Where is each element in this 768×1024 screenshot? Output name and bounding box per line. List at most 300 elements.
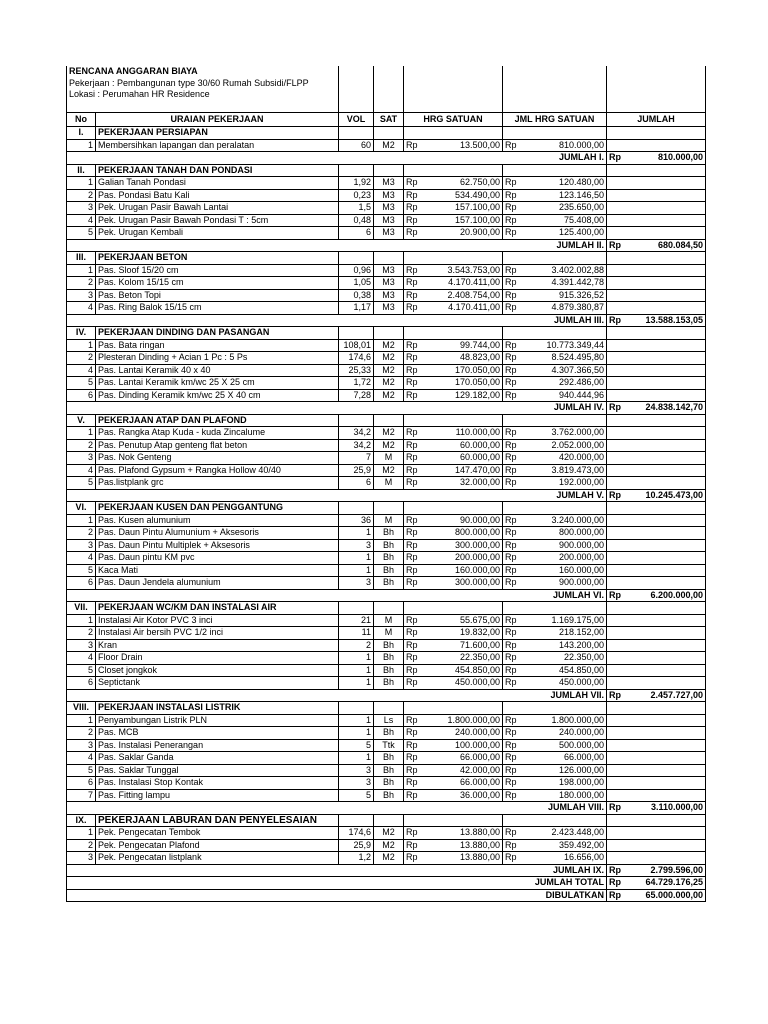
item-volume: 0,23: [339, 189, 374, 202]
item-volume: 1: [339, 552, 374, 565]
amount-value: 71.600,00: [459, 639, 500, 650]
currency-label: Rp: [505, 614, 517, 625]
item-description: Pas. Saklar Ganda: [96, 752, 339, 765]
empty-cell: [404, 252, 503, 265]
empty-cell: [404, 702, 503, 715]
subtotal-row: [67, 489, 706, 502]
item-unit: M2: [374, 827, 404, 840]
currency-label: Rp: [505, 464, 517, 475]
item-volume: 3: [339, 577, 374, 590]
item-unit: Bh: [374, 664, 404, 677]
item-total-price: [503, 452, 607, 465]
empty-cell: [607, 839, 706, 852]
subtotal-value: [607, 589, 706, 602]
item-volume: 108,01: [339, 339, 374, 352]
item-unit: M2: [374, 139, 404, 152]
item-volume: 1: [339, 564, 374, 577]
item-number: 2: [67, 839, 96, 852]
empty-cell: [607, 664, 706, 677]
item-total-price: [503, 352, 607, 365]
item-volume: 5: [339, 739, 374, 752]
empty-cell: [503, 327, 607, 340]
currency-label: Rp: [505, 639, 517, 650]
empty-cell: [607, 714, 706, 727]
empty-cell: [607, 477, 706, 490]
item-number: 7: [67, 789, 96, 802]
item-number: 2: [67, 352, 96, 365]
amount-value: 20.900,00: [459, 227, 500, 238]
item-unit-price: [404, 202, 503, 215]
col-header-uraian: URAIAN PEKERJAAN: [96, 113, 339, 127]
item-unit-price: [404, 752, 503, 765]
amount-value: 454.850,00: [454, 664, 500, 675]
item-number: 1: [67, 139, 96, 152]
table-row: [67, 277, 706, 290]
empty-cell: [607, 702, 706, 715]
empty-cell: [374, 127, 404, 140]
item-unit-price: [404, 264, 503, 277]
subtotal-label: JUMLAH IX.: [67, 864, 607, 877]
item-description: Membersihkan lapangan dan peralatan: [96, 139, 339, 152]
currency-label: Rp: [609, 314, 621, 325]
amount-value: 180.000,00: [558, 789, 604, 800]
amount-value: 192.000,00: [558, 477, 604, 488]
amount-value: 66.000,00: [563, 752, 604, 763]
item-unit: Bh: [374, 764, 404, 777]
subtotal-value: [607, 489, 706, 502]
section-title: PEKERJAAN PERSIAPAN: [96, 127, 339, 140]
amount-value: 123.146,50: [558, 189, 604, 200]
section-title: PEKERJAAN LABURAN DAN PENYELESAIAN: [96, 814, 339, 827]
empty-cell: [607, 539, 706, 552]
item-unit-price: [404, 839, 503, 852]
item-total-price: [503, 377, 607, 390]
empty-cell: [607, 752, 706, 765]
empty-cell: [607, 527, 706, 540]
currency-label: Rp: [505, 352, 517, 363]
item-number: 4: [67, 364, 96, 377]
amount-value: 420.000,00: [558, 452, 604, 463]
amount-value: 13.880,00: [459, 827, 500, 838]
item-unit-price: [404, 364, 503, 377]
table-row: [67, 677, 706, 690]
empty-cell: [503, 814, 607, 827]
currency-label: Rp: [505, 539, 517, 550]
table-row: [67, 264, 706, 277]
amount-value: 22.350,00: [563, 652, 604, 663]
currency-label: Rp: [505, 177, 517, 188]
item-unit-price: [404, 739, 503, 752]
amount-value: 60.000,00: [459, 439, 500, 450]
amount-value: 160.000,00: [454, 564, 500, 575]
item-unit-price: [404, 764, 503, 777]
item-unit-price: [404, 664, 503, 677]
section-header-row: [67, 702, 706, 715]
table-row: [67, 464, 706, 477]
item-unit-price: [404, 352, 503, 365]
amount-value: 3.110.000,00: [650, 802, 703, 813]
currency-label: Rp: [406, 177, 418, 188]
amount-value: 3.543.753,00: [447, 264, 500, 275]
col-header-jml-hrg-satuan: JML HRG SATUAN: [503, 113, 607, 127]
empty-cell: [607, 427, 706, 440]
amount-value: 19.832,00: [459, 627, 500, 638]
item-unit-price: [404, 789, 503, 802]
item-unit: M3: [374, 227, 404, 240]
item-number: 3: [67, 739, 96, 752]
amount-value: 235.650,00: [558, 202, 604, 213]
amount-value: 1.800.000,00: [447, 714, 500, 725]
item-volume: 0,96: [339, 264, 374, 277]
currency-label: Rp: [406, 377, 418, 388]
empty-cell: [607, 277, 706, 290]
amount-value: 75.408,00: [563, 214, 604, 225]
empty-cell: [607, 227, 706, 240]
amount-value: 90.000,00: [459, 514, 500, 525]
empty-cell: [607, 352, 706, 365]
table-row: [67, 627, 706, 640]
currency-label: Rp: [406, 427, 418, 438]
subtotal-label: JUMLAH III.: [67, 314, 607, 327]
table-row: [67, 439, 706, 452]
pekerjaan-row: [67, 78, 706, 90]
currency-label: Rp: [406, 302, 418, 313]
currency-label: Rp: [406, 839, 418, 850]
currency-label: Rp: [609, 802, 621, 813]
empty-cell: [404, 602, 503, 615]
item-description: Pas. Daun Jendela alumunium: [96, 577, 339, 590]
item-number: 4: [67, 552, 96, 565]
item-volume: 1,92: [339, 177, 374, 190]
currency-label: Rp: [609, 689, 621, 700]
table-row: [67, 839, 706, 852]
subtotal-value: [607, 314, 706, 327]
item-description: Kaca Mati: [96, 564, 339, 577]
section-header-row: [67, 327, 706, 340]
item-unit-price: [404, 289, 503, 302]
empty-cell: [503, 702, 607, 715]
item-volume: 1: [339, 727, 374, 740]
amount-value: 300.000,00: [454, 577, 500, 588]
item-unit-price: [404, 477, 503, 490]
item-number: 6: [67, 389, 96, 402]
item-description: Pas. Lantai Keramik km/wc 25 X 25 cm: [96, 377, 339, 390]
empty-cell: [339, 164, 374, 177]
section-title: PEKERJAAN KUSEN DAN PENGGANTUNG: [96, 502, 339, 515]
item-unit-price: [404, 827, 503, 840]
table-row: [67, 789, 706, 802]
empty-cell: [503, 414, 607, 427]
amount-value: 4.170.411,00: [448, 302, 500, 313]
item-number: 4: [67, 214, 96, 227]
currency-label: Rp: [505, 139, 517, 150]
item-total-price: [503, 652, 607, 665]
empty-cell: [607, 452, 706, 465]
currency-label: Rp: [406, 789, 418, 800]
item-unit: Ttk: [374, 739, 404, 752]
currency-label: Rp: [505, 852, 517, 863]
currency-label: Rp: [505, 302, 517, 313]
empty-cell: [374, 164, 404, 177]
currency-label: Rp: [406, 139, 418, 150]
item-volume: 36: [339, 514, 374, 527]
empty-cell: [607, 727, 706, 740]
currency-label: Rp: [505, 827, 517, 838]
currency-label: Rp: [406, 227, 418, 238]
item-unit: M: [374, 514, 404, 527]
amount-value: 4.170.411,00: [448, 277, 500, 288]
item-volume: 11: [339, 627, 374, 640]
table-row: [67, 377, 706, 390]
item-description: Pek. Pengecatan Plafond: [96, 839, 339, 852]
currency-label: Rp: [505, 364, 517, 375]
item-volume: 34,2: [339, 439, 374, 452]
currency-label: Rp: [609, 877, 621, 888]
section-title: PEKERJAAN BETON: [96, 252, 339, 265]
item-unit: M: [374, 452, 404, 465]
item-unit-price: [404, 577, 503, 590]
item-unit: Bh: [374, 777, 404, 790]
item-unit-price: [404, 627, 503, 640]
item-description: Instalasi Air Kotor PVC 3 inci: [96, 614, 339, 627]
amount-value: 240.000,00: [454, 727, 500, 738]
item-number: 6: [67, 677, 96, 690]
item-description: Galian Tanah Pondasi: [96, 177, 339, 190]
empty-cell: [607, 852, 706, 865]
item-unit: Bh: [374, 527, 404, 540]
amount-value: 13.588.153,05: [645, 314, 703, 325]
item-number: 1: [67, 427, 96, 440]
empty-cell: [607, 414, 706, 427]
item-volume: 25,9: [339, 839, 374, 852]
section-title: PEKERJAAN INSTALASI LISTRIK: [96, 702, 339, 715]
currency-label: Rp: [406, 202, 418, 213]
currency-label: Rp: [505, 652, 517, 663]
subtotal-value: [607, 864, 706, 877]
empty-cell: [339, 127, 374, 140]
item-number: 1: [67, 177, 96, 190]
item-total-price: [503, 427, 607, 440]
item-description: Kran: [96, 639, 339, 652]
item-unit-price: [404, 339, 503, 352]
item-description: Plesteran Dinding + Acian 1 Pc : 5 Ps: [96, 352, 339, 365]
table-row: [67, 827, 706, 840]
item-unit: M2: [374, 339, 404, 352]
item-number: 2: [67, 627, 96, 640]
total-row: [67, 877, 706, 890]
item-total-price: [503, 777, 607, 790]
section-number: IV.: [67, 327, 96, 340]
subtotal-row: [67, 802, 706, 815]
item-number: 4: [67, 464, 96, 477]
subtotal-row: [67, 402, 706, 415]
item-unit-price: [404, 639, 503, 652]
currency-label: Rp: [406, 464, 418, 475]
item-volume: 21: [339, 614, 374, 627]
subtotal-value: [607, 402, 706, 415]
amount-value: 170.050,00: [454, 364, 500, 375]
section-number: III.: [67, 252, 96, 265]
amount-value: 125.400,00: [558, 227, 604, 238]
item-number: 2: [67, 277, 96, 290]
item-unit-price: [404, 614, 503, 627]
amount-value: 66.000,00: [459, 777, 500, 788]
amount-value: 450.000,00: [454, 677, 500, 688]
item-number: 2: [67, 727, 96, 740]
currency-label: Rp: [505, 477, 517, 488]
item-description: Pas. Daun Pintu Multiplek + Aksesoris: [96, 539, 339, 552]
currency-label: Rp: [505, 339, 517, 350]
currency-label: Rp: [505, 377, 517, 388]
empty-cell: [607, 127, 706, 140]
currency-label: Rp: [406, 664, 418, 675]
amount-value: 240.000,00: [558, 727, 604, 738]
item-unit-price: [404, 277, 503, 290]
empty-cell: [339, 814, 374, 827]
item-number: 3: [67, 202, 96, 215]
empty-cell: [339, 702, 374, 715]
item-unit-price: [404, 189, 503, 202]
item-number: 4: [67, 302, 96, 315]
empty-cell: [374, 814, 404, 827]
amount-value: 32.000,00: [459, 477, 500, 488]
subtotal-value: [607, 152, 706, 165]
table-row: [67, 664, 706, 677]
item-total-price: [503, 477, 607, 490]
item-number: 1: [67, 264, 96, 277]
currency-label: Rp: [406, 389, 418, 400]
empty-cell: [404, 327, 503, 340]
currency-label: Rp: [406, 339, 418, 350]
amount-value: 42.000,00: [459, 764, 500, 775]
currency-label: Rp: [406, 764, 418, 775]
section-number: I.: [67, 127, 96, 140]
currency-label: Rp: [505, 789, 517, 800]
currency-label: Rp: [406, 214, 418, 225]
amount-value: 65.000.000,00: [645, 889, 703, 900]
table-row: [67, 177, 706, 190]
currency-label: Rp: [406, 477, 418, 488]
currency-label: Rp: [505, 527, 517, 538]
item-total-price: [503, 752, 607, 765]
empty-cell: [607, 327, 706, 340]
item-number: 3: [67, 452, 96, 465]
amount-value: 454.850,00: [558, 664, 604, 675]
item-unit: M3: [374, 277, 404, 290]
amount-value: 126.000,00: [558, 764, 604, 775]
item-unit: M3: [374, 202, 404, 215]
currency-label: Rp: [609, 239, 621, 250]
item-unit: Bh: [374, 652, 404, 665]
item-description: Pek. Pengecatan listplank: [96, 852, 339, 865]
item-description: Pek. Urugan Kembali: [96, 227, 339, 240]
table-row: [67, 639, 706, 652]
section-number: VII.: [67, 602, 96, 615]
amount-value: 2.408.754,00: [447, 289, 500, 300]
subtotal-label: JUMLAH V.: [67, 489, 607, 502]
item-unit: M3: [374, 302, 404, 315]
item-description: Pas. Sloof 15/20 cm: [96, 264, 339, 277]
empty-cell: [607, 677, 706, 690]
item-volume: 3: [339, 777, 374, 790]
table-row: [67, 552, 706, 565]
rab-table-body: [67, 66, 706, 902]
item-number: 6: [67, 777, 96, 790]
empty-cell: [607, 764, 706, 777]
item-total-price: [503, 527, 607, 540]
currency-label: Rp: [406, 364, 418, 375]
amount-value: 200.000,00: [558, 552, 604, 563]
item-unit-price: [404, 177, 503, 190]
amount-value: 4.391.442,78: [551, 277, 604, 288]
item-number: 4: [67, 752, 96, 765]
empty-cell: [503, 127, 607, 140]
item-unit: Bh: [374, 727, 404, 740]
item-volume: 3: [339, 764, 374, 777]
total-value: [607, 889, 706, 902]
item-volume: 1: [339, 677, 374, 690]
empty-cell: [503, 502, 607, 515]
empty-cell: [374, 327, 404, 340]
item-volume: 7,28: [339, 389, 374, 402]
amount-value: 147.470,00: [454, 464, 500, 475]
item-unit: M3: [374, 214, 404, 227]
section-number: II.: [67, 164, 96, 177]
subtotal-value: [607, 802, 706, 815]
item-total-price: [503, 302, 607, 315]
item-unit: M: [374, 477, 404, 490]
item-description: Pas. Kolom 15/15 cm: [96, 277, 339, 290]
item-description: Pas. Kusen alumunium: [96, 514, 339, 527]
item-volume: 0,38: [339, 289, 374, 302]
subtotal-label: JUMLAH I.: [67, 152, 607, 165]
item-unit: Bh: [374, 539, 404, 552]
amount-value: 62.750,00: [459, 177, 500, 188]
amount-value: 120.480,00: [558, 177, 604, 188]
currency-label: Rp: [505, 727, 517, 738]
item-total-price: [503, 727, 607, 740]
table-row: [67, 727, 706, 740]
currency-label: Rp: [406, 552, 418, 563]
empty-cell: [404, 164, 503, 177]
item-number: 1: [67, 614, 96, 627]
empty-cell: [339, 502, 374, 515]
empty-cell: [404, 502, 503, 515]
table-row: [67, 339, 706, 352]
item-unit: M: [374, 614, 404, 627]
item-unit-price: [404, 727, 503, 740]
total-label: JUMLAH TOTAL: [67, 877, 607, 890]
amount-value: 10.773.349,44: [546, 339, 604, 350]
subtotal-label: JUMLAH IV.: [67, 402, 607, 415]
empty-cell: [607, 364, 706, 377]
item-description: Pas. Ring Balok 15/15 cm: [96, 302, 339, 315]
amount-value: 1.169.175,00: [551, 614, 604, 625]
item-total-price: [503, 202, 607, 215]
currency-label: Rp: [505, 564, 517, 575]
currency-label: Rp: [505, 214, 517, 225]
item-volume: 1,72: [339, 377, 374, 390]
empty-cell: [503, 602, 607, 615]
table-row: [67, 302, 706, 315]
item-unit: Bh: [374, 789, 404, 802]
empty-cell: [374, 252, 404, 265]
empty-cell: [607, 552, 706, 565]
item-number: 3: [67, 289, 96, 302]
item-volume: 2: [339, 639, 374, 652]
table-row: [67, 139, 706, 152]
table-row: [67, 189, 706, 202]
